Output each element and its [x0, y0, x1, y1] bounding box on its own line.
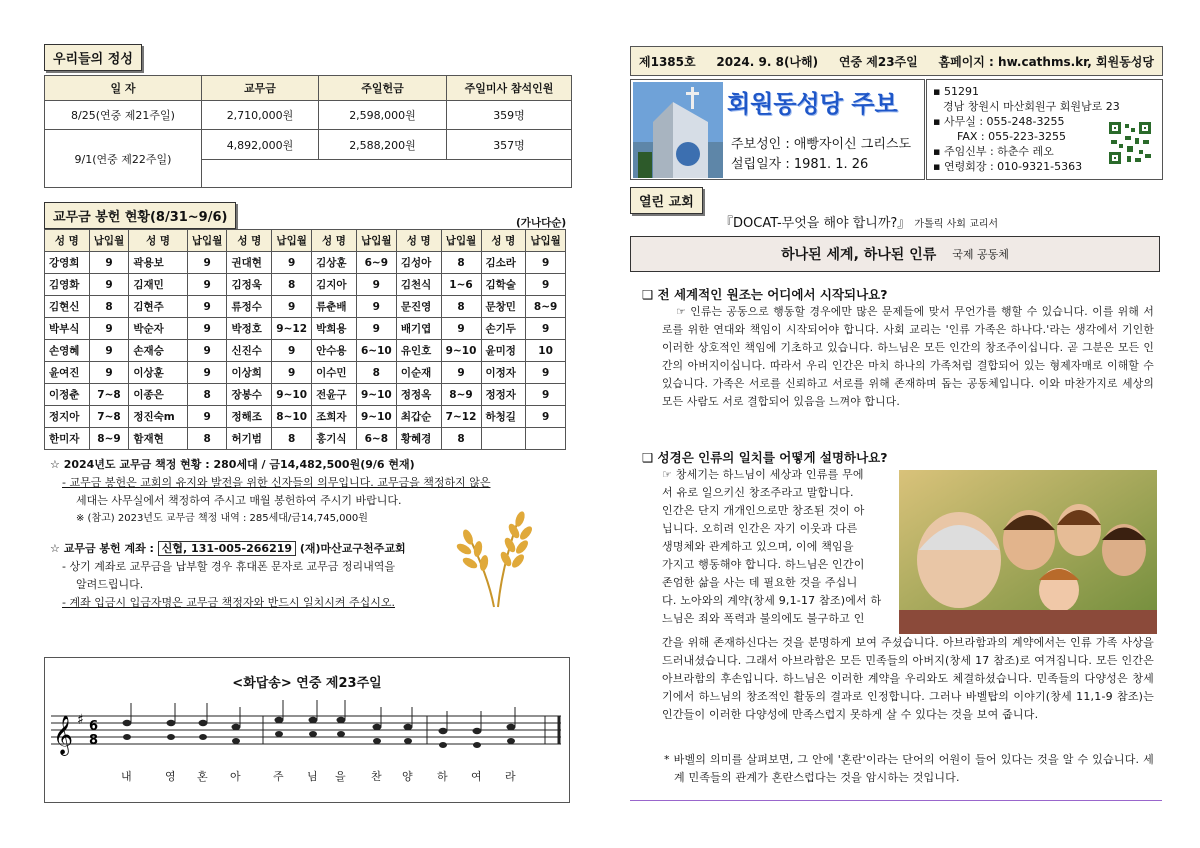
- grid-name: [481, 428, 526, 450]
- grid-month: 10: [526, 340, 566, 362]
- grid-name: 김성아: [396, 252, 441, 274]
- contact-block: [926, 79, 1163, 180]
- bass-note-head: [439, 742, 447, 748]
- issue-bar: [630, 46, 1163, 76]
- bass-note-head: [275, 731, 283, 737]
- grid-row: [45, 384, 566, 406]
- payment-grid: [44, 229, 566, 450]
- grid-month: 9: [89, 340, 129, 362]
- lyric-syllable: 주: [273, 770, 284, 783]
- answer-2-line: 느님은 죄와 폭력과 불의에도 불구하고 인: [662, 612, 865, 625]
- answer-2-wrapped: [662, 466, 894, 628]
- grid-month: 8~9: [89, 428, 129, 450]
- grid-header: 납입월: [89, 230, 129, 252]
- issue-sunday: 연중 제23주일: [838, 54, 918, 69]
- grid-name: 곽용보: [129, 252, 187, 274]
- grid-name: 신진수: [227, 340, 272, 362]
- account-owner: (재)마산교구천주교회: [296, 542, 406, 555]
- grid-month: 9~10: [356, 384, 396, 406]
- grid-name: 김상훈: [312, 252, 357, 274]
- grid-month: 9~10: [356, 406, 396, 428]
- grid-month: 9: [187, 252, 227, 274]
- grid-name: 문진영: [396, 296, 441, 318]
- topic-subtitle: 국제 공동체: [952, 248, 1009, 261]
- note-head: [309, 717, 318, 723]
- note-head: [473, 728, 482, 734]
- question-2: ❑ 성경은 인류의 일치를 어떻게 설명하나요?: [642, 450, 888, 465]
- grid-name: 박부식: [45, 318, 90, 340]
- finance-tag: 우리들의 정성: [44, 44, 142, 71]
- answer-2-line: 생명체와 관계하고 있으며, 이에 책임을: [662, 540, 854, 553]
- row1-date: 8/25(연중 제21주일): [45, 101, 202, 130]
- status-tag: 교무금 봉헌 현황(8/31~9/6): [44, 202, 236, 229]
- grid-name: 김재민: [129, 274, 187, 296]
- grid-month: [526, 428, 566, 450]
- grid-name: 김천식: [396, 274, 441, 296]
- grid-month: 8~9: [441, 384, 481, 406]
- book-title: [720, 212, 998, 231]
- grid-name: 윤여진: [45, 362, 90, 384]
- svg-text:8: 8: [89, 733, 99, 748]
- bass-note-head: [473, 742, 481, 748]
- svg-text:6: 6: [89, 719, 99, 734]
- grid-name: 강영희: [45, 252, 90, 274]
- lyric-syllable: 라: [505, 770, 516, 783]
- grid-name: 김현신: [45, 296, 90, 318]
- grid-name: 김학술: [481, 274, 526, 296]
- issue-date: 2024. 9. 8(나해): [716, 54, 819, 69]
- grid-name: 홍기식: [312, 428, 357, 450]
- grid-name: 김정욱: [227, 274, 272, 296]
- grid-month: 9: [526, 406, 566, 428]
- lyric-syllable: 찬: [371, 770, 382, 783]
- grid-row: [45, 274, 566, 296]
- grid-month: 9~12: [272, 318, 312, 340]
- grid-month: 9: [89, 318, 129, 340]
- answer-2-line: ☞ 창세기는 하느님이 세상과 인류를 무에: [662, 468, 864, 481]
- funeral-head: ▪ 연령회장 : 010-9321-5363: [933, 160, 1083, 173]
- grid-header: 성 명: [129, 230, 187, 252]
- row2-kyomu: 4,892,000원: [202, 130, 319, 160]
- grid-name: 황혜경: [396, 428, 441, 450]
- grid-name: 권대현: [227, 252, 272, 274]
- svg-text:𝄞: 𝄞: [53, 715, 74, 755]
- lyric-syllable: 여: [471, 770, 482, 783]
- grid-month: 9~10: [441, 340, 481, 362]
- address: 경남 창원시 마산회원구 회원남로 23: [943, 100, 1120, 113]
- issue-number: 제1385호: [639, 54, 696, 69]
- wheat-icon: [440, 505, 550, 610]
- pastor: ▪ 주임신부 : 하춘수 레오: [933, 145, 1054, 158]
- grid-month: 9: [356, 318, 396, 340]
- grid-name: 전윤구: [312, 384, 357, 406]
- grid-row: [45, 406, 566, 428]
- topic-banner: [630, 236, 1160, 272]
- account-number: 신협, 131-005-266219: [158, 541, 296, 556]
- grid-month: 8: [441, 252, 481, 274]
- grid-name: 이정춘: [45, 384, 90, 406]
- note-head: [373, 724, 382, 730]
- grid-month: 9: [441, 318, 481, 340]
- grid-name: 손재승: [129, 340, 187, 362]
- note-head: [439, 728, 448, 734]
- grid-month: 9: [526, 274, 566, 296]
- bass-note-head: [309, 731, 317, 737]
- grid-name: 유인호: [396, 340, 441, 362]
- grid-header: 납입월: [272, 230, 312, 252]
- lyrics-row: [45, 768, 571, 788]
- grid-name: 최갑순: [396, 406, 441, 428]
- grid-name: 박순자: [129, 318, 187, 340]
- grid-month: 9: [356, 274, 396, 296]
- question-1: ❑ 전 세계적인 원조는 어디에서 시작되나요?: [642, 287, 888, 302]
- book-title-text: 『DOCAT-무엇을 해야 합니까?』: [720, 216, 911, 231]
- bass-note-head: [404, 738, 412, 744]
- grid-header: 납입월: [441, 230, 481, 252]
- note-head: [167, 720, 176, 726]
- book-subtitle: 가톨릭 사회 교리서: [914, 219, 999, 230]
- grid-month: 9: [272, 340, 312, 362]
- section-tag: 열린 교회: [630, 187, 703, 214]
- bottom-rule: [630, 800, 1162, 801]
- grid-name: 정지아: [45, 406, 90, 428]
- postal-code-text: 51291: [943, 85, 979, 98]
- grid-header: 성 명: [481, 230, 526, 252]
- grid-name: 안수용: [312, 340, 357, 362]
- grid-row: [45, 318, 566, 340]
- grid-name: 박정호: [227, 318, 272, 340]
- grid-name: 문창민: [481, 296, 526, 318]
- row1-sunday: 2,598,000원: [319, 101, 447, 130]
- grid-month: 9: [526, 252, 566, 274]
- bulletin-title: 회원동성당 주보: [727, 90, 898, 118]
- grid-month: 9: [187, 318, 227, 340]
- grid-month: 8: [272, 274, 312, 296]
- offering-table: [44, 75, 572, 188]
- lyric-syllable: 아: [230, 770, 241, 783]
- grid-name: 함재현: [129, 428, 187, 450]
- bass-note-head: [507, 738, 515, 744]
- grid-month: 7~8: [89, 384, 129, 406]
- note-head: [232, 724, 241, 730]
- grid-name: 손영혜: [45, 340, 90, 362]
- row1-kyomu: 2,710,000원: [202, 101, 319, 130]
- grid-header: 성 명: [227, 230, 272, 252]
- funeral-head-text: 연령회장 : 010-9321-5363: [943, 160, 1083, 173]
- grid-month: 8: [441, 428, 481, 450]
- qr-code[interactable]: [1107, 120, 1153, 166]
- header-date: 일 자: [45, 76, 202, 101]
- grid-row: [45, 428, 566, 450]
- grid-month: 6~10: [356, 340, 396, 362]
- note-head: [123, 720, 132, 726]
- grid-month: 7~8: [89, 406, 129, 428]
- grid-header: 납입월: [187, 230, 227, 252]
- grid-header: 성 명: [45, 230, 90, 252]
- bass-note-head: [337, 731, 345, 737]
- lyric-syllable: 하: [437, 770, 448, 783]
- psalm-box: [44, 657, 570, 803]
- grid-month: 9: [187, 406, 227, 428]
- row2-sunday: 2,588,200원: [319, 130, 447, 160]
- grid-month: 8: [187, 428, 227, 450]
- grid-month: 8: [441, 296, 481, 318]
- lyric-syllable: 양: [402, 770, 413, 783]
- grid-name: 정진숙m: [129, 406, 187, 428]
- bass-note-head: [123, 734, 131, 740]
- grid-month: 9: [526, 384, 566, 406]
- grid-month: 9: [187, 340, 227, 362]
- grid-name: 정정옥: [396, 384, 441, 406]
- grid-name: 류춘배: [312, 296, 357, 318]
- psalm-title: <화답송> 연중 제23주일: [232, 676, 382, 691]
- grid-month: 9: [89, 252, 129, 274]
- grid-name: 류정수: [227, 296, 272, 318]
- bass-note-head: [199, 734, 207, 740]
- grid-name: 장봉수: [227, 384, 272, 406]
- title-block: [630, 79, 925, 180]
- grid-header: 납입월: [526, 230, 566, 252]
- grid-header: 성 명: [312, 230, 357, 252]
- footnote: * 바벨의 의미를 살펴보면, 그 안에 '혼란'이라는 단어의 어원이 들어 있다는 것을 알 수 있습니다. 세계 민족들의 관계가 혼란스럽다는 것을 암시하는 것입니다.: [664, 753, 1154, 784]
- grid-month: 9: [441, 362, 481, 384]
- answer-1: ☞ 인류는 공동으로 행동할 경우에만 많은 문제들에 맞서 무언가를 행할 수 있습니다. 이를 위해 서로를 위한 연대와 책임이 시작되어야 합니다. 사회 교리는 '인류 가족은 하나다.'라는 생각에서 기인한 이러한 상호적인 책임에 기초하고 있습니다. 하느님은 모든 인간의 창조주이십니다. 곧 그분은 모든 인간의 아버지이십니다. 따라서 우리 인간은 마치 하나의 가족처럼 결합되어 있는 형제자매로 이해할 수 있습니다. 가족은 서로를 신뢰하고 서로를 위해 존재하며 돕는 공동체입니다. 이와 마찬가지로 세상의 모든 사람도 서로 결합되어 있음을 느껴야 합니다.: [662, 305, 1154, 408]
- note-sms-2: 알려드립니다.: [76, 578, 144, 591]
- lyric-syllable: 내: [121, 770, 132, 783]
- bass-note-head: [167, 734, 175, 740]
- grid-month: 8~9: [526, 296, 566, 318]
- grid-header: 성 명: [396, 230, 441, 252]
- grid-name: 이종은: [129, 384, 187, 406]
- topic-title: 하나된 세계, 하나된 인류: [781, 247, 937, 263]
- grid-month: 8: [89, 296, 129, 318]
- grid-name: 김영화: [45, 274, 90, 296]
- grid-month: 6~9: [356, 252, 396, 274]
- svg-text:♯: ♯: [77, 712, 84, 728]
- order-note: (가나다순): [516, 217, 567, 229]
- row2-attend: 357명: [447, 130, 572, 160]
- grid-name: 조희자: [312, 406, 357, 428]
- grid-name: 박희용: [312, 318, 357, 340]
- row2-date: 9/1(연중 제22주일): [45, 130, 202, 188]
- office-phone: ▪ 사무실 : 055-248-3255: [933, 115, 1065, 128]
- grid-name: 이정자: [481, 362, 526, 384]
- postal-code: ▪ 51291: [933, 85, 979, 98]
- grid-month: 9: [89, 362, 129, 384]
- grid-name: 이수민: [312, 362, 357, 384]
- grid-month: 9: [187, 274, 227, 296]
- answer-2-line: 서 유로 일으키신 창조주라고 말합니다.: [662, 486, 854, 499]
- grid-month: 9: [89, 274, 129, 296]
- answer-2-line: 다. 노아와의 계약(창세 9,1-17 참조)에서 하: [662, 594, 882, 607]
- lyric-syllable: 영: [165, 770, 176, 783]
- grid-month: 8~10: [272, 406, 312, 428]
- note-ref: ※ (참고) 2023년도 교무금 책정 내역 : 285세대/금14,745,000원: [76, 513, 368, 524]
- header-kyomu: 교무금: [202, 76, 319, 101]
- lyric-syllable: 을: [335, 770, 346, 783]
- note-duty-1-text: - 교무금 봉헌은 교회의 유지와 발전을 위한 신자들의 의무입니다. 교무금을 책정하지 않은: [62, 476, 491, 489]
- grid-month: 8: [356, 362, 396, 384]
- grid-month: 6~8: [356, 428, 396, 450]
- grid-name: 김소라: [481, 252, 526, 274]
- note-head: [199, 720, 208, 726]
- grid-name: 이상희: [227, 362, 272, 384]
- grid-month: 9: [356, 296, 396, 318]
- answer-2-line: 닙니다. 오히려 인간은 자기 이웃과 다른: [662, 522, 858, 535]
- row1-attend: 359명: [447, 101, 572, 130]
- grid-month: 9: [187, 362, 227, 384]
- grid-name: 한미자: [45, 428, 90, 450]
- grid-month: 1~6: [441, 274, 481, 296]
- note-sms-1: - 상기 계좌로 교무금을 납부할 경우 휴대폰 문자로 교무금 정리내역을: [62, 560, 395, 573]
- fax: FAX : 055-223-3255: [957, 130, 1067, 143]
- church-image: [633, 82, 723, 178]
- grid-row: [45, 252, 566, 274]
- lyric-syllable: 혼: [197, 770, 208, 783]
- grid-name: 하청길: [481, 406, 526, 428]
- note-head: [507, 724, 516, 730]
- family-photo: [899, 470, 1157, 634]
- note-name-text: - 계좌 입금시 입금자명은 교무금 책정자와 반드시 일치시켜 주십시오.: [62, 596, 395, 609]
- grid-name: 허기범: [227, 428, 272, 450]
- answer-2-line: 존엄한 삶을 사는 데 필요한 것을 주십니: [662, 576, 858, 589]
- account-label: ☆ 교무금 봉헌 계좌 :: [50, 542, 158, 555]
- grid-month: 9: [272, 252, 312, 274]
- grid-month: 9~10: [272, 384, 312, 406]
- bass-note-head: [373, 738, 381, 744]
- homepage: 홈페이지 : hw.cathms.kr, 회원동성당: [938, 54, 1154, 69]
- answer-2-line: 가지고 행동해야 합니다. 하느님은 인간이: [662, 558, 865, 571]
- grid-name: 윤미정: [481, 340, 526, 362]
- grid-month: 9: [526, 362, 566, 384]
- grid-name: 정해조: [227, 406, 272, 428]
- note-duty-1: [50, 474, 580, 492]
- header-sunday: 주일헌금: [319, 76, 447, 101]
- note-head: [337, 717, 346, 723]
- grid-row: [45, 296, 566, 318]
- patron-saint: 주보성인 : 애빵자이신 그리스도: [731, 137, 912, 152]
- pastor-text: 주임신부 : 하춘수 레오: [943, 145, 1054, 158]
- bass-note-head: [232, 738, 240, 744]
- grid-month: 9: [272, 362, 312, 384]
- grid-row: [45, 340, 566, 362]
- note-quota: ☆ 2024년도 교무금 책정 현황 : 280세대 / 금14,482,500원(9/6 현재): [50, 458, 415, 471]
- grid-name: 배기엽: [396, 318, 441, 340]
- grid-month: 9: [272, 296, 312, 318]
- grid-month: 8: [272, 428, 312, 450]
- answer-2-line: 인간은 단지 개개인으로만 창조된 것이 아: [662, 504, 865, 517]
- note-duty-2: 세대는 사무실에서 책정하여 주시고 매월 봉헌하여 주시기 바랍니다.: [76, 494, 402, 507]
- grid-name: 손기두: [481, 318, 526, 340]
- grid-month: 7~12: [441, 406, 481, 428]
- answer-2-rest: 간을 위해 존재하신다는 것을 분명하게 보여 주셨습니다. 아브라함과의 계약에서는 인류 가족 사상을 드러내셨습니다. 그래서 아브라함은 모든 민족들의 아버지(창세 17 참조)로 여겨집니다. 모든 인간은 아브라함의 후손입니다. 하느님은 이러한 계약을 우리와도 체결하셨습니다. 민족들의 다양성은 창세기에서 하느님의 창조적인 활동의 결과로 인정합니다. 그러나 바벨탑의 이야기(창세 11,1-9 참조)는 인간들이 이러한 다양성에 만족스럽지 못하게 살 수 있다는 것을 보여 줍니다.: [662, 636, 1154, 721]
- grid-header: 납입월: [356, 230, 396, 252]
- lyric-syllable: 님: [307, 770, 318, 783]
- grid-month: 8: [187, 384, 227, 406]
- note-head: [275, 717, 284, 723]
- office-phone-text: 사무실 : 055-248-3255: [943, 115, 1065, 128]
- grid-month: 9: [526, 318, 566, 340]
- empty-cell: [202, 160, 572, 188]
- music-staff: [45, 696, 571, 776]
- note-head: [404, 724, 413, 730]
- grid-name: 김현주: [129, 296, 187, 318]
- grid-name: 이순재: [396, 362, 441, 384]
- grid-name: 김지아: [312, 274, 357, 296]
- header-attend: 주일미사 참석인원: [447, 76, 572, 101]
- grid-month: 9: [187, 296, 227, 318]
- grid-name: 정정자: [481, 384, 526, 406]
- founded-date: 설립일자 : 1981. 1. 26: [731, 157, 869, 172]
- grid-row: [45, 362, 566, 384]
- grid-name: 이상훈: [129, 362, 187, 384]
